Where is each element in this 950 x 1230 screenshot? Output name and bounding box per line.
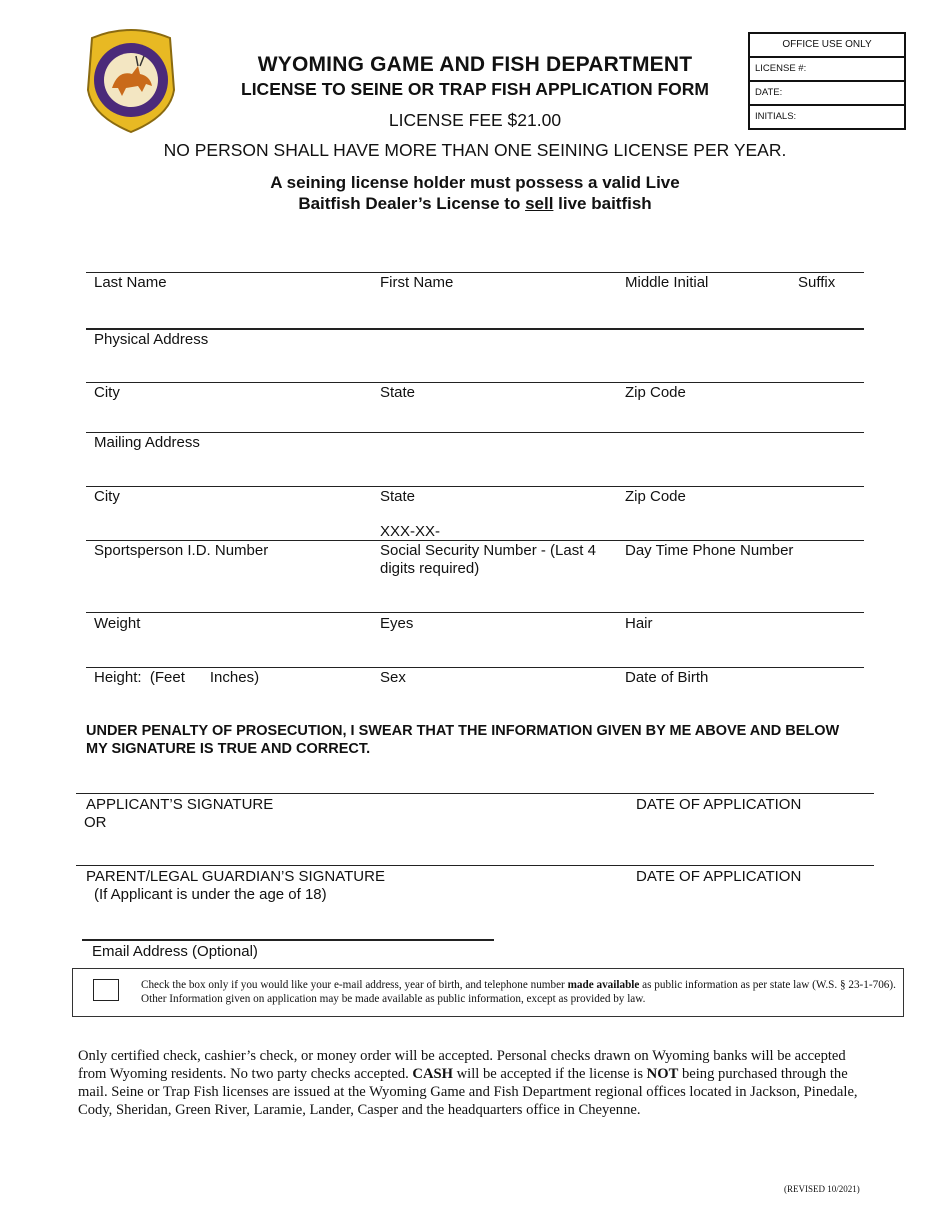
penalty-declaration: UNDER PENALTY OF PROSECUTION, I SWEAR THAT THE INFORMATION GIVEN BY ME ABOVE AND BELOW MY SIGNATURE IS TRUE AND CORRECT.: [86, 723, 840, 757]
office-date: DATE:: [750, 82, 904, 106]
payment-instructions: Only certified check, cashier’s check, or money order will be accepted. Personal checks drawn on Wyoming banks will be accepted from Wyoming residents. No two party checks accepted. CASH will be accepted if the license is NOT being purchased through the mail. Seine or Trap Fish licenses are issued at the Wyoming Game and Fish Department regional offices located in Jackson, Pinedale, Cody, Sheridan, Green River, Laramie, Lander, Casper and the headquarters office in Cheyenne.: [78, 1048, 858, 1118]
suffix-field[interactable]: Suffix: [798, 274, 836, 291]
sell-emphasis: sell: [525, 194, 554, 213]
date-of-application-field[interactable]: DATE OF APPLICATION: [636, 796, 802, 813]
physical-address-field[interactable]: Physical Address: [94, 331, 209, 348]
row-rule-physical: [86, 328, 864, 330]
department-title: WYOMING GAME AND FISH DEPARTMENT: [257, 53, 693, 76]
guardian-age-note: (If Applicant is under the age of 18): [94, 886, 327, 903]
last-name-field[interactable]: Last Name: [94, 274, 167, 291]
revised-date: (REVISED 10/2021): [784, 1184, 860, 1194]
office-use-title: OFFICE USE ONLY: [750, 34, 904, 58]
applicant-signature-field[interactable]: APPLICANT’S SIGNATURE: [86, 796, 274, 813]
public-info-consent-box: [72, 968, 904, 1017]
row-rule-mailing-city: [86, 486, 864, 487]
ssn-field[interactable]: Social Security Number - (Last 4 digits required): [380, 542, 596, 577]
signature-rule-applicant: [76, 793, 874, 794]
hair-field[interactable]: Hair: [625, 615, 653, 632]
height-field[interactable]: Height: (Feet Inches): [94, 669, 260, 686]
office-use-box: [748, 32, 906, 130]
office-license-number: LICENSE #:: [750, 58, 904, 82]
state-field[interactable]: State: [380, 384, 416, 401]
ssn-prefix: XXX-XX-: [380, 523, 441, 540]
date-of-birth-field[interactable]: Date of Birth: [625, 669, 709, 686]
public-info-checkbox[interactable]: [93, 979, 119, 1001]
city-field[interactable]: City: [94, 384, 120, 401]
mailing-state-field[interactable]: State: [380, 488, 416, 505]
row-rule-weight: [86, 612, 864, 613]
weight-field[interactable]: Weight: [94, 615, 141, 632]
sportsperson-id-field[interactable]: Sportsperson I.D. Number: [94, 542, 269, 559]
guardian-date-of-application-field[interactable]: DATE OF APPLICATION: [636, 868, 802, 885]
requirement-line-2: Baitfish Dealer’s License to sell live baitfish: [298, 194, 652, 213]
email-field[interactable]: Email Address (Optional): [92, 943, 258, 960]
mailing-city-field[interactable]: City: [94, 488, 120, 505]
one-license-notice: NO PERSON SHALL HAVE MORE THAN ONE SEINING LICENSE PER YEAR.: [163, 140, 787, 160]
office-initials: INITIALS:: [755, 111, 797, 122]
mailing-address-field[interactable]: Mailing Address: [94, 434, 200, 451]
middle-initial-field[interactable]: Middle Initial: [625, 274, 709, 291]
department-logo: [82, 26, 180, 134]
form-title: LICENSE TO SEINE OR TRAP FISH APPLICATION FORM: [241, 79, 709, 99]
email-rule: [82, 939, 494, 941]
signature-rule-guardian: [76, 865, 874, 866]
row-rule-city: [86, 382, 864, 383]
row-rule-height: [86, 667, 864, 668]
zip-code-field[interactable]: Zip Code: [625, 384, 686, 401]
eyes-field[interactable]: Eyes: [380, 615, 414, 632]
row-rule-mailing: [86, 432, 864, 433]
mailing-zip-code-field[interactable]: Zip Code: [625, 488, 686, 505]
row-rule-id: [86, 540, 864, 541]
phone-field[interactable]: Day Time Phone Number: [625, 542, 794, 559]
guardian-signature-field[interactable]: PARENT/LEGAL GUARDIAN’S SIGNATURE: [86, 868, 385, 885]
consent-text: Check the box only if you would like your e-mail address, year of birth, and telephone number made available as public information as per state law (W.S. § 23-1-706). Other Information given on application may be made available as public information, except as provided by law.: [141, 979, 896, 1005]
row-rule-name: [86, 272, 864, 273]
or-label: OR: [84, 814, 107, 831]
first-name-field[interactable]: First Name: [380, 274, 454, 291]
license-fee: LICENSE FEE $21.00: [388, 110, 562, 130]
sex-field[interactable]: Sex: [380, 669, 406, 686]
requirement-line-1: A seining license holder must possess a valid Live: [270, 173, 680, 192]
baitfish-requirement: [150, 172, 800, 214]
